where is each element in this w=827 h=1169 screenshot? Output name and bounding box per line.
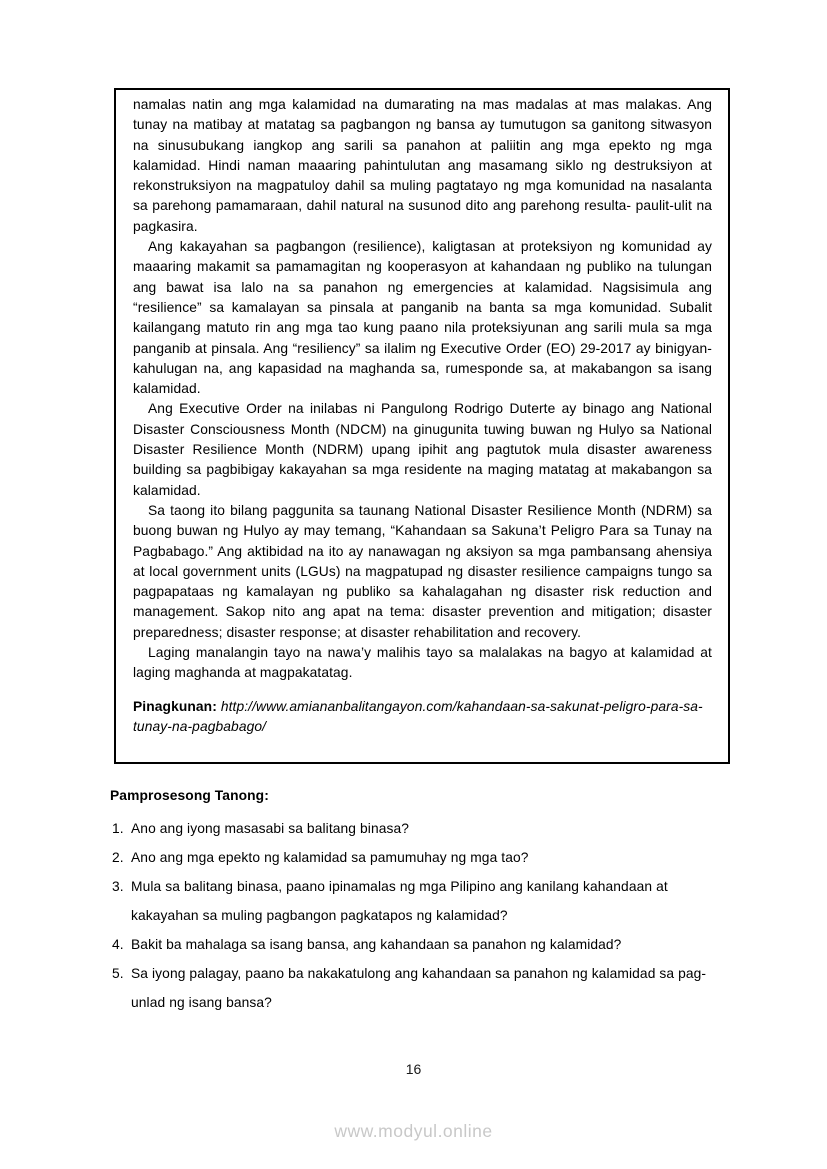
questions-section: [110, 786, 716, 1017]
question-item-2: [110, 843, 716, 872]
watermark: www.modyul.online: [334, 1121, 493, 1141]
source-citation: [133, 697, 712, 738]
question-number: 1.: [112, 821, 124, 836]
question-item-5: [110, 959, 716, 1017]
passage-paragraph-1: namalas natin ang mga kalamidad na dumarating na mas madalas at mas malakas. Ang tunay na matibay at matatag sa pagbangon ng bansa ay tumutugon sa ganitong sitwasyon na sinusubukang iangkop ang sarili sa panahon at paliitin ang mga epekto ng mga kalamidad. Hindi naman maaaring pahintulutan ang masamang siklo ng destruksiyon at rekonstruksiyon na magpatuloy dahil sa muling pagtatayo ng mga komunidad na nasalanta sa parehong pamamaraan, dahil natural na susunod dito ang parehong resulta- paulit-ulit na pagkasira.: [133, 97, 712, 234]
question-text: Mula sa balitang binasa, paano ipinamalas ng mga Pilipino ang kanilang kahandaan at kakayahan sa muling pagbangon pagkatapos ng kalamidad?: [131, 879, 668, 923]
passage-paragraph-3: Ang Executive Order na inilabas ni Pangulong Rodrigo Duterte ay binago ang National Disaster Consciousness Month (NDCM) na ginugunita tuwing buwan ng Hulyo sa National Disaster Resilience Month (NDRM) upang ipihit ang pagtutok mula disaster awareness building sa pagbibigay kakayahan sa mga residente na maging matatag at makabangon sa kalamidad.: [133, 401, 712, 498]
source-url: http://www.amiananbalitangayon.com/kahandaan-sa-sakunat-peligro-para-sa-tunay-na-pagbabago/: [133, 698, 703, 734]
question-text: Sa iyong palagay, paano ba nakakatulong ang kahandaan sa panahon ng kalamidad sa pag-unlad ng isang bansa?: [131, 966, 707, 1010]
passage-paragraph-5: Laging manalangin tayo na nawa’y malihis tayo sa malalakas na bagyo at kalamidad at laging maghanda at magpakatatag.: [133, 645, 712, 681]
source-label: Pinagkunan:: [133, 698, 217, 714]
passage-paragraph-2: Ang kakayahan sa pagbangon (resilience), kaligtasan at proteksiyon ng komunidad ay maaaring makamit sa pamamagitan ng kooperasyon at kahandaan ng publiko na tulungan ang bawat isa lalo na sa panahon ng emergencies at kalamidad. Nagsisimula ang “resilience” sa kamalayan sa pinsala at panganib na banta sa mga komunidad. Subalit kailangang matuto rin ang mga tao kung paano nila proteksiyunan ang sarili mula sa mga panganib at pinsala. Ang “resiliency” sa ilalim ng Executive Order (EO) 29-2017 ay binigyan-kahulugan na, ang kapasidad na maghanda sa, rumesponde sa, at makabangon sa isang kalamidad.: [133, 239, 712, 397]
questions-list: [110, 814, 716, 1017]
passage-paragraph-4: Sa taong ito bilang paggunita sa taunang National Disaster Resilience Month (NDRM) sa buong buwan ng Hulyo ay may temang, “Kahandaan sa Sakuna’t Peligro Para sa Tunay na Pagbabago.” Ang aktibidad na ito ay nanawagan ng aksiyon sa mga pambansang ahensiya at local government units (LGUs) na magpatupad ng disaster resilience campaigns tungo sa pagpapataas ng kamalayan ng publiko sa kahalagahan ng disaster risk reduction and management. Sakop nito ang apat na tema: disaster prevention and mitigation; disaster preparedness; disaster response; at disaster rehabilitation and recovery.: [133, 502, 712, 640]
question-text: Ano ang mga epekto ng kalamidad sa pamumuhay ng mga tao?: [131, 850, 529, 865]
question-number: 4.: [112, 937, 124, 952]
question-item-1: [110, 814, 716, 843]
question-text: Ano ang iyong masasabi sa balitang binasa?: [131, 821, 410, 836]
question-item-3: [110, 872, 716, 930]
reading-passage-box: [114, 88, 730, 764]
question-number: 3.: [112, 879, 124, 894]
question-text: Bakit ba mahalaga sa isang bansa, ang kahandaan sa panahon ng kalamidad?: [131, 937, 622, 952]
page-number: 16: [405, 1061, 422, 1077]
question-number: 5.: [112, 966, 124, 981]
question-item-4: [110, 930, 716, 959]
question-number: 2.: [112, 850, 124, 865]
questions-heading: Pamprosesong Tanong:: [110, 788, 269, 803]
